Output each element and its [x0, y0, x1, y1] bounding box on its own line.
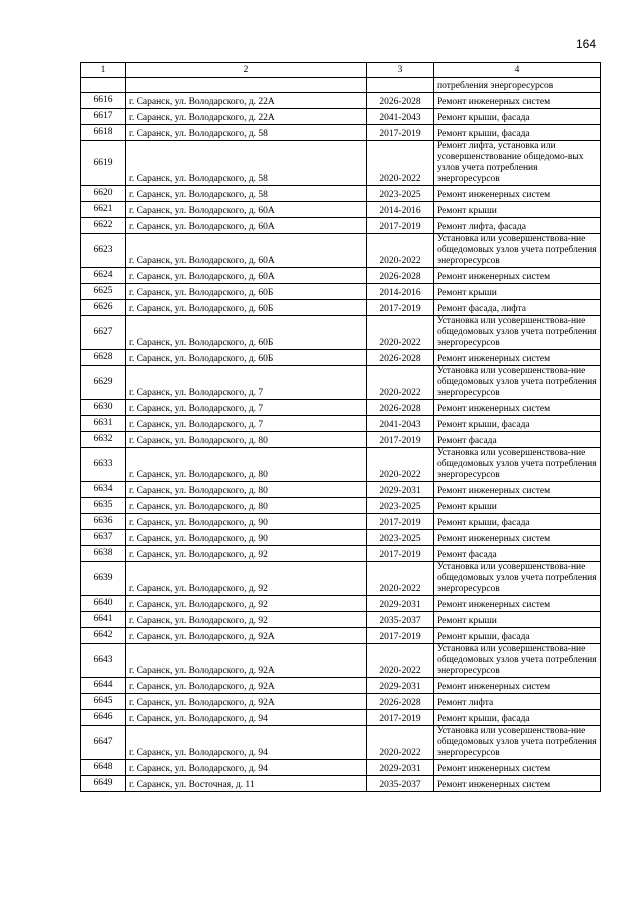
row-number: 6641 [81, 612, 126, 628]
row-period: 2026-2028 [367, 400, 434, 416]
table-row [81, 628, 601, 644]
row-address: г. Саранск, ул. Володарского, д. 92 [126, 612, 367, 628]
row-number: 6630 [81, 400, 126, 416]
table-row [81, 186, 601, 202]
row-address: г. Саранск, ул. Володарского, д. 60Б [126, 316, 367, 350]
row-address: г. Саранск, ул. Володарского, д. 80 [126, 482, 367, 498]
header-cell-3: 3 [367, 63, 434, 78]
row-work: Ремонт лифта, установка или усовершенствование общедомо-вых узлов учета потребления энергоресурсов [434, 141, 601, 186]
row-period: 2026-2028 [367, 350, 434, 366]
row-address: г. Саранск, ул. Володарского, д. 60Б [126, 350, 367, 366]
header-row [81, 63, 601, 78]
row-period: 2023-2025 [367, 530, 434, 546]
row-work: Установка или усовершенствова-ние общедомовых узлов учета потребления энергоресурсов [434, 316, 601, 350]
row-address: г. Саранск, ул. Володарского, д. 60А [126, 234, 367, 268]
row-period: 2020-2022 [367, 141, 434, 186]
row-address: г. Саранск, ул. Володарского, д. 80 [126, 432, 367, 448]
row-number: 6618 [81, 125, 126, 141]
row-address: г. Саранск, ул. Володарского, д. 58 [126, 125, 367, 141]
row-number: 6649 [81, 776, 126, 792]
row-address: г. Саранск, ул. Володарского, д. 94 [126, 710, 367, 726]
row-work: Ремонт инженерных систем [434, 678, 601, 694]
table-row [81, 416, 601, 432]
row-address: г. Саранск, ул. Володарского, д. 22А [126, 93, 367, 109]
table-row [81, 498, 601, 514]
row-address: г. Саранск, ул. Володарского, д. 80 [126, 498, 367, 514]
row-work: Ремонт фасада [434, 432, 601, 448]
row-period: 2026-2028 [367, 694, 434, 710]
table-row [81, 612, 601, 628]
row-work: Ремонт лифта, фасада [434, 218, 601, 234]
table-row [81, 644, 601, 678]
row-number: 6633 [81, 448, 126, 482]
row-number: 6636 [81, 514, 126, 530]
row-work: Ремонт крыши [434, 284, 601, 300]
row-address: г. Саранск, ул. Володарского, д. 58 [126, 186, 367, 202]
row-address: г. Саранск, ул. Володарского, д. 94 [126, 760, 367, 776]
row-address: г. Саранск, ул. Володарского, д. 92 [126, 596, 367, 612]
row-work: Ремонт фасада [434, 546, 601, 562]
row-work: Ремонт крыши, фасада [434, 628, 601, 644]
row-address: г. Саранск, ул. Володарского, д. 7 [126, 400, 367, 416]
row-address: г. Саранск, ул. Володарского, д. 60А [126, 268, 367, 284]
row-period: 2017-2019 [367, 710, 434, 726]
row-address: г. Саранск, ул. Володарского, д. 92А [126, 644, 367, 678]
row-address: г. Саранск, ул. Володарского, д. 92 [126, 546, 367, 562]
row-work: Ремонт инженерных систем [434, 350, 601, 366]
row-address: г. Саранск, ул. Володарского, д. 92А [126, 628, 367, 644]
row-period: 2020-2022 [367, 562, 434, 596]
row-work: Ремонт крыши, фасада [434, 109, 601, 125]
table-row [81, 710, 601, 726]
table-row [81, 366, 601, 400]
row-address: г. Саранск, ул. Володарского, д. 90 [126, 530, 367, 546]
row-number: 6628 [81, 350, 126, 366]
table-row [81, 109, 601, 125]
row-number [81, 78, 126, 93]
row-number: 6620 [81, 186, 126, 202]
row-number: 6643 [81, 644, 126, 678]
row-address: г. Саранск, ул. Володарского, д. 80 [126, 448, 367, 482]
table-row [81, 350, 601, 366]
row-work: Установка или усовершенствова-ние общедомовых узлов учета потребления энергоресурсов [434, 562, 601, 596]
row-period: 2020-2022 [367, 644, 434, 678]
row-number: 6648 [81, 760, 126, 776]
row-period: 2020-2022 [367, 366, 434, 400]
row-address: г. Саранск, ул. Володарского, д. 94 [126, 726, 367, 760]
row-period: 2014-2016 [367, 202, 434, 218]
row-period: 2026-2028 [367, 268, 434, 284]
table-row [81, 268, 601, 284]
row-period: 2029-2031 [367, 678, 434, 694]
row-address: г. Саранск, ул. Володарского, д. 90 [126, 514, 367, 530]
row-period: 2041-2043 [367, 109, 434, 125]
row-number: 6637 [81, 530, 126, 546]
row-number: 6626 [81, 300, 126, 316]
row-number: 6638 [81, 546, 126, 562]
header-cell-1: 1 [81, 63, 126, 78]
row-work: Ремонт инженерных систем [434, 400, 601, 416]
row-period: 2029-2031 [367, 482, 434, 498]
row-address: г. Саранск, ул. Володарского, д. 7 [126, 366, 367, 400]
row-number: 6644 [81, 678, 126, 694]
row-work: Ремонт инженерных систем [434, 93, 601, 109]
row-address: г. Саранск, ул. Володарского, д. 60А [126, 202, 367, 218]
row-work: Ремонт крыши [434, 612, 601, 628]
row-number: 6632 [81, 432, 126, 448]
row-work: Ремонт крыши, фасада [434, 125, 601, 141]
row-period: 2035-2037 [367, 612, 434, 628]
row-period: 2017-2019 [367, 218, 434, 234]
row-work: Ремонт инженерных систем [434, 776, 601, 792]
row-work: Ремонт инженерных систем [434, 482, 601, 498]
row-address: г. Саранск, ул. Володарского, д. 22А [126, 109, 367, 125]
table-row [81, 93, 601, 109]
row-work: Ремонт инженерных систем [434, 186, 601, 202]
row-period [367, 78, 434, 93]
row-number: 6631 [81, 416, 126, 432]
row-period: 2020-2022 [367, 726, 434, 760]
row-work: Ремонт лифта [434, 694, 601, 710]
table-row [81, 562, 601, 596]
table-row [81, 316, 601, 350]
row-period: 2020-2022 [367, 448, 434, 482]
row-number: 6639 [81, 562, 126, 596]
page-number: 164 [575, 37, 596, 51]
row-number: 6621 [81, 202, 126, 218]
row-work: Установка или усовершенствова-ние общедомовых узлов учета потребления энергоресурсов [434, 366, 601, 400]
row-address: г. Саранск, ул. Володарского, д. 92 [126, 562, 367, 596]
row-address: г. Саранск, ул. Восточная, д. 11 [126, 776, 367, 792]
row-period: 2023-2025 [367, 186, 434, 202]
row-number: 6647 [81, 726, 126, 760]
row-period: 2017-2019 [367, 546, 434, 562]
row-work: Ремонт крыши, фасада [434, 416, 601, 432]
row-number: 6645 [81, 694, 126, 710]
continuation-row [81, 78, 601, 93]
row-number: 6625 [81, 284, 126, 300]
row-work: Ремонт инженерных систем [434, 530, 601, 546]
table-row [81, 284, 601, 300]
row-period: 2017-2019 [367, 514, 434, 530]
row-work: Установка или усовершенствова-ние общедомовых узлов учета потребления энергоресурсов [434, 234, 601, 268]
table-row [81, 726, 601, 760]
row-period: 2023-2025 [367, 498, 434, 514]
row-address: г. Саранск, ул. Володарского, д. 92А [126, 678, 367, 694]
row-address: г. Саранск, ул. Володарского, д. 92А [126, 694, 367, 710]
table-row [81, 202, 601, 218]
row-work: Установка или усовершенствова-ние общедомовых узлов учета потребления энергоресурсов [434, 726, 601, 760]
row-work: Ремонт крыши [434, 202, 601, 218]
row-period: 2014-2016 [367, 284, 434, 300]
row-address: г. Саранск, ул. Володарского, д. 60Б [126, 300, 367, 316]
row-period: 2035-2037 [367, 776, 434, 792]
repair-schedule-table [80, 62, 601, 792]
table-row [81, 694, 601, 710]
table-row [81, 300, 601, 316]
header-cell-2: 2 [126, 63, 367, 78]
table-row [81, 482, 601, 498]
row-number: 6640 [81, 596, 126, 612]
row-period: 2017-2019 [367, 125, 434, 141]
row-address: г. Саранск, ул. Володарского, д. 58 [126, 141, 367, 186]
table-row [81, 760, 601, 776]
row-work: Ремонт крыши, фасада [434, 514, 601, 530]
table-row [81, 125, 601, 141]
row-period: 2029-2031 [367, 760, 434, 776]
row-number: 6616 [81, 93, 126, 109]
table-row [81, 678, 601, 694]
row-period: 2017-2019 [367, 432, 434, 448]
row-number: 6635 [81, 498, 126, 514]
row-address: г. Саранск, ул. Володарского, д. 60Б [126, 284, 367, 300]
table-row [81, 530, 601, 546]
row-period: 2026-2028 [367, 93, 434, 109]
row-address [126, 78, 367, 93]
row-period: 2041-2043 [367, 416, 434, 432]
row-number: 6629 [81, 366, 126, 400]
table-row [81, 776, 601, 792]
table-row [81, 400, 601, 416]
row-period: 2029-2031 [367, 596, 434, 612]
row-number: 6617 [81, 109, 126, 125]
row-work: Ремонт крыши, фасада [434, 710, 601, 726]
row-period: 2020-2022 [367, 316, 434, 350]
row-number: 6646 [81, 710, 126, 726]
row-number: 6627 [81, 316, 126, 350]
header-cell-4: 4 [434, 63, 601, 78]
row-work: Установка или усовершенствова-ние общедомовых узлов учета потребления энергоресурсов [434, 644, 601, 678]
table-row [81, 546, 601, 562]
row-work: потребления энергоресурсов [434, 78, 601, 93]
row-number: 6642 [81, 628, 126, 644]
row-number: 6624 [81, 268, 126, 284]
row-number: 6619 [81, 141, 126, 186]
row-work: Ремонт инженерных систем [434, 268, 601, 284]
table-row [81, 448, 601, 482]
row-work: Ремонт крыши [434, 498, 601, 514]
row-number: 6622 [81, 218, 126, 234]
row-period: 2020-2022 [367, 234, 434, 268]
row-address: г. Саранск, ул. Володарского, д. 60А [126, 218, 367, 234]
table-row [81, 432, 601, 448]
row-work: Ремонт инженерных систем [434, 596, 601, 612]
row-work: Ремонт фасада, лифта [434, 300, 601, 316]
row-period: 2017-2019 [367, 300, 434, 316]
row-work: Ремонт инженерных систем [434, 760, 601, 776]
row-number: 6623 [81, 234, 126, 268]
table-row [81, 596, 601, 612]
table-row [81, 141, 601, 186]
table-row [81, 218, 601, 234]
row-address: г. Саранск, ул. Володарского, д. 7 [126, 416, 367, 432]
row-period: 2017-2019 [367, 628, 434, 644]
row-work: Установка или усовершенствова-ние общедомовых узлов учета потребления энергоресурсов [434, 448, 601, 482]
table-row [81, 514, 601, 530]
table-row [81, 234, 601, 268]
row-number: 6634 [81, 482, 126, 498]
